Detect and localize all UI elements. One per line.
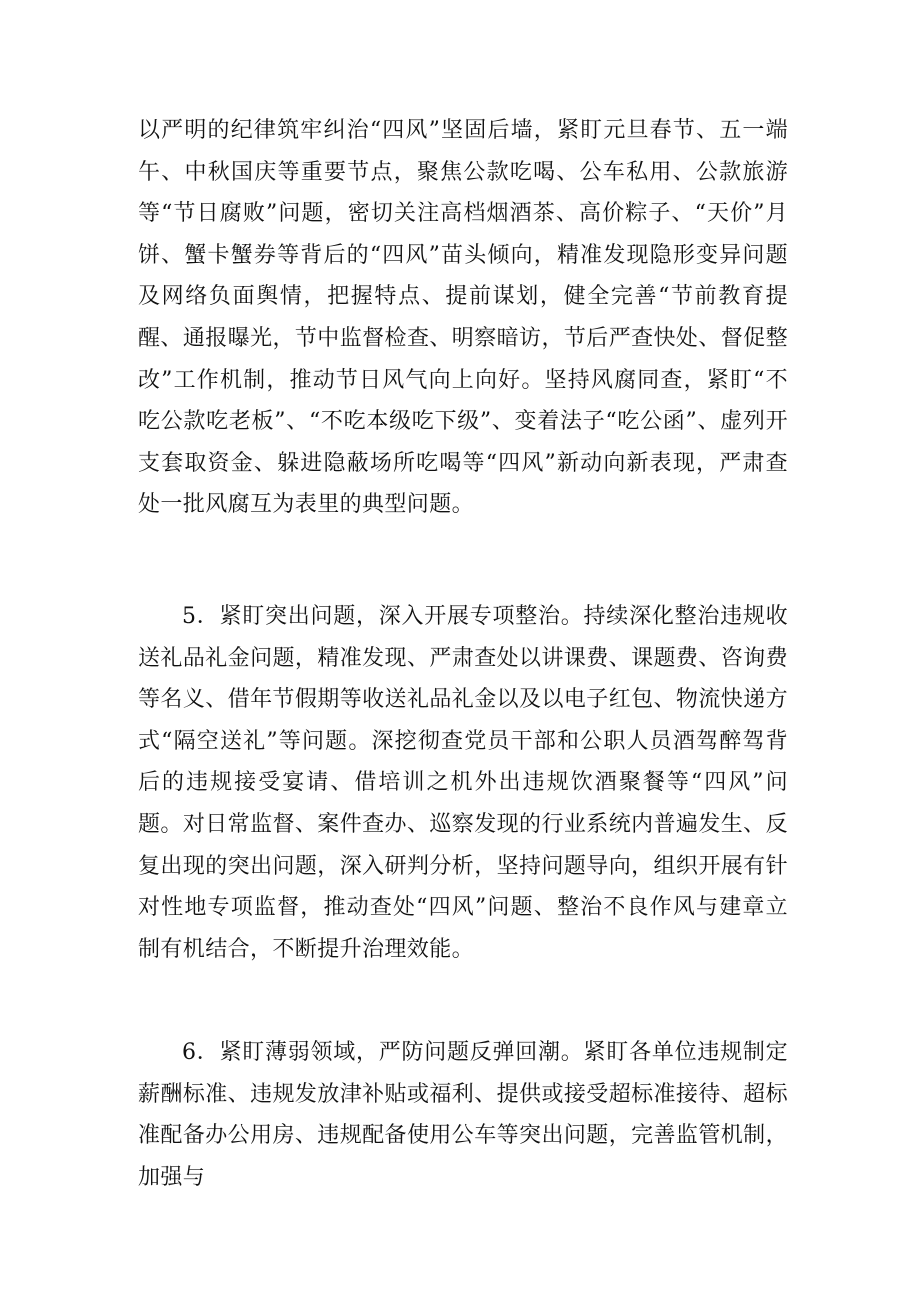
paragraph-item-6: 6．紧盯薄弱领域，严防问题反弹回潮。紧盯各单位违规制定薪酬标准、违规发放津补贴或福利、提供或接受超标准接待、超标准配备办公用房、违规配备使用公车等突出问题，完善监管机制，加强与 xyxy=(138,1040,788,1190)
paragraph-continuation: 以严明的纪律筑牢纠治“四风”坚固后墙，紧盯元旦春节、五一端午、中秋国庆等重要节点，聚焦公款吃喝、公车私用、公款旅游等“节日腐败”问题，密切关注高档烟酒茶、高价粽子、“天价”月饼、蟹卡蟹券等背后的“四风”苗头倾向，精准发现隐形变异问题及网络负面舆情，把握特点、提前谋划，健全完善“节前教育提醒、通报曝光，节中监督检查、明察暗访，节后严查快处、督促整改”工作机制，推动节日风气向上向好。坚持风腐同查，紧盯“不吃公款吃老板”、“不吃本级吃下级”、变着法子“吃公函”、虚列开支套取资金、躲进隐蔽场所吃喝等“四风”新动向新表现，严肃查处一批风腐互为表里的典型问题。 xyxy=(138,118,788,518)
paragraph-item-5: 5．紧盯突出问题，深入开展专项整治。持续深化整治违规收送礼品礼金问题，精准发现、严肃查处以讲课费、课题费、咨询费等名义、借年节假期等收送礼品礼金以及以电子红包、物流快递方式“隔空送礼”等问题。深挖彻查党员干部和公职人员酒驾醉驾背后的违规接受宴请、借培训之机外出违规饮酒聚餐等“四风”问题。对日常监督、案件查办、巡察发现的行业系统内普遍发生、反复出现的突出问题，深入研判分析，坚持问题导向，组织开展有针对性地专项监督，推动查处“四风”问题、整治不良作风与建章立制有机结合，不断提升治理效能。 xyxy=(138,604,788,962)
